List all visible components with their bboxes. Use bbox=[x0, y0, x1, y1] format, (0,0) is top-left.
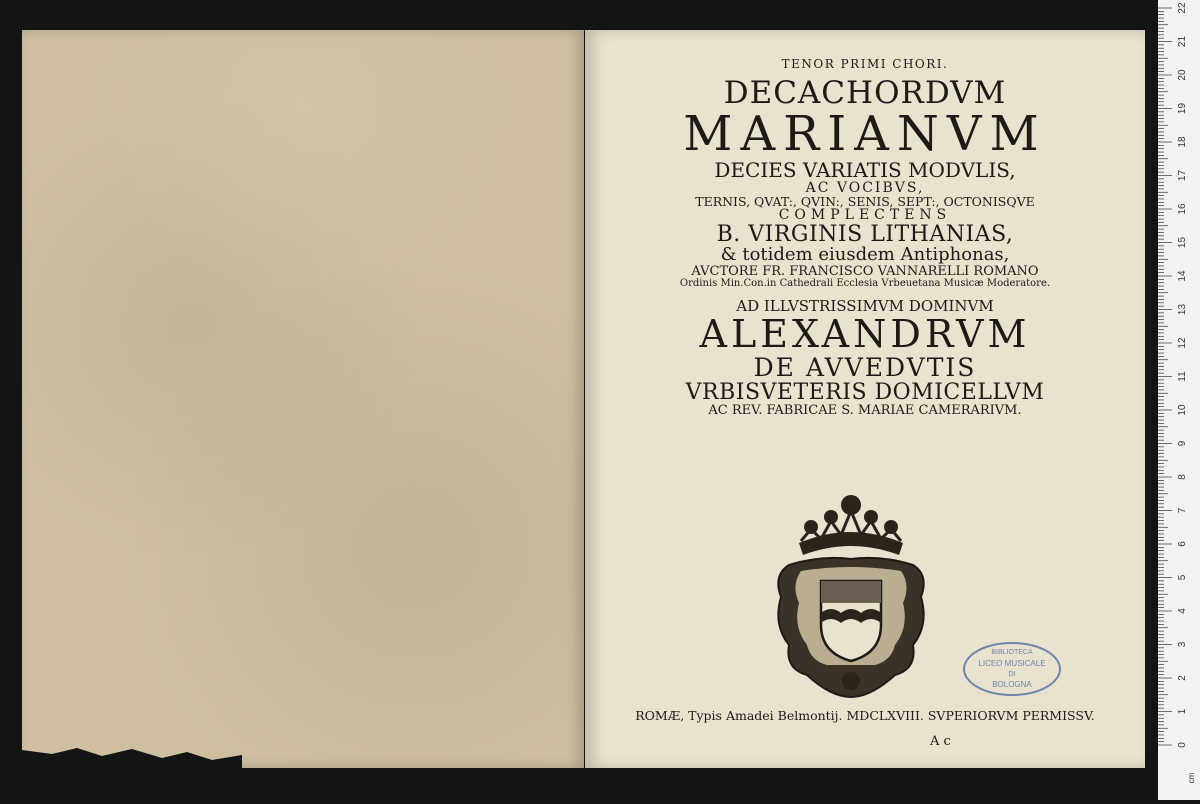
ruler-label: 13 bbox=[1177, 303, 1188, 316]
author-line: AVCTORE FR. FRANCISCO VANNARELLI ROMANO bbox=[691, 264, 1039, 280]
ruler-label: 11 bbox=[1177, 371, 1188, 382]
ruler-label: 0 bbox=[1177, 742, 1188, 748]
dedicatee-office: AC REV. FABRICAE S. MARIAE CAMERARIVM. bbox=[708, 403, 1022, 419]
ruler-label: 3 bbox=[1177, 641, 1188, 648]
dedication-line: AD ILLVSTRISSIMVM DOMINVM bbox=[736, 297, 994, 316]
dedicatee-title: VRBISVETERIS DOMICELLVM bbox=[685, 380, 1045, 406]
ruler-label: 15 bbox=[1177, 236, 1188, 249]
coat-of-arms-image bbox=[771, 485, 931, 703]
ruler-label: 17 bbox=[1177, 169, 1188, 182]
ruler-label: 16 bbox=[1177, 203, 1188, 215]
title-line-decachordum: DECACHORDVM bbox=[723, 74, 1007, 111]
ruler-label: 21 bbox=[1177, 35, 1188, 48]
ruler-label: 20 bbox=[1177, 69, 1188, 81]
ruler-label: 22 bbox=[1177, 2, 1188, 14]
dedicatee-family: DE AVVEDVTIS bbox=[753, 352, 977, 382]
imprint-line: ROMÆ, Typis Amadei Belmontij. MDCLXVIII. SVPERIORVM PERMISSV. bbox=[635, 708, 1095, 723]
ruler-label: 18 bbox=[1177, 136, 1188, 148]
ruler-label: 12 bbox=[1177, 337, 1188, 349]
ruler-scale bbox=[1158, 0, 1200, 800]
library-stamp bbox=[961, 640, 1063, 698]
subtitle-complectens: COMPLECTENS bbox=[778, 207, 952, 224]
voice-part-label: TENOR PRIMI CHORI. bbox=[781, 57, 949, 71]
ruler-label: 2 bbox=[1177, 675, 1188, 681]
stamp-line-4: BOLOGNA bbox=[992, 680, 1032, 689]
subtitle-totidem: & totidem eiusdem Antiphonas, bbox=[720, 244, 1010, 266]
ruler-label: 10 bbox=[1177, 404, 1188, 416]
ruler-label: 5 bbox=[1177, 574, 1188, 581]
ruler-label: 9 bbox=[1177, 440, 1188, 447]
measuring-ruler bbox=[1158, 0, 1200, 800]
subtitle-vocibus: AC VOCIBVS, bbox=[805, 179, 925, 196]
ruler-label: 14 bbox=[1177, 270, 1188, 282]
stamp-line-3: DI bbox=[1008, 671, 1016, 678]
ruler-unit: cm bbox=[1187, 772, 1196, 784]
author-order-line: Ordinis Min.Con.in Cathedrali Ecclesia Vrbeuetana Musicæ Moderatore. bbox=[679, 277, 1051, 289]
title-text-block bbox=[585, 58, 1145, 418]
ruler-label: 6 bbox=[1177, 541, 1188, 547]
ruler-label: 1 bbox=[1177, 708, 1188, 715]
dedicatee-name: ALEXANDRVM bbox=[699, 311, 1031, 356]
catchword: A c bbox=[930, 734, 951, 749]
ruler-label: 7 bbox=[1177, 507, 1188, 514]
subtitle-ternis: TERNIS, QVAT:, QVIN:, SENIS, SEPT:, OCTONISQVE bbox=[695, 194, 1035, 210]
ruler-label: 8 bbox=[1177, 474, 1188, 480]
left-flyleaf bbox=[22, 30, 584, 768]
title-page bbox=[585, 30, 1145, 768]
stamp-line-1: BIBLIOTECA bbox=[991, 649, 1033, 656]
ruler-label: 19 bbox=[1177, 102, 1188, 115]
subtitle-decies: DECIES VARIATIS MODVLIS, bbox=[714, 157, 1016, 182]
torn-edge bbox=[22, 740, 242, 768]
ruler-label: 4 bbox=[1177, 608, 1188, 614]
title-line-marianum: MARIANVM bbox=[683, 106, 1047, 163]
subtitle-virginis: B. VIRGINIS LITHANIAS, bbox=[716, 222, 1014, 248]
stamp-line-2: LICEO MUSICALE bbox=[978, 659, 1046, 668]
